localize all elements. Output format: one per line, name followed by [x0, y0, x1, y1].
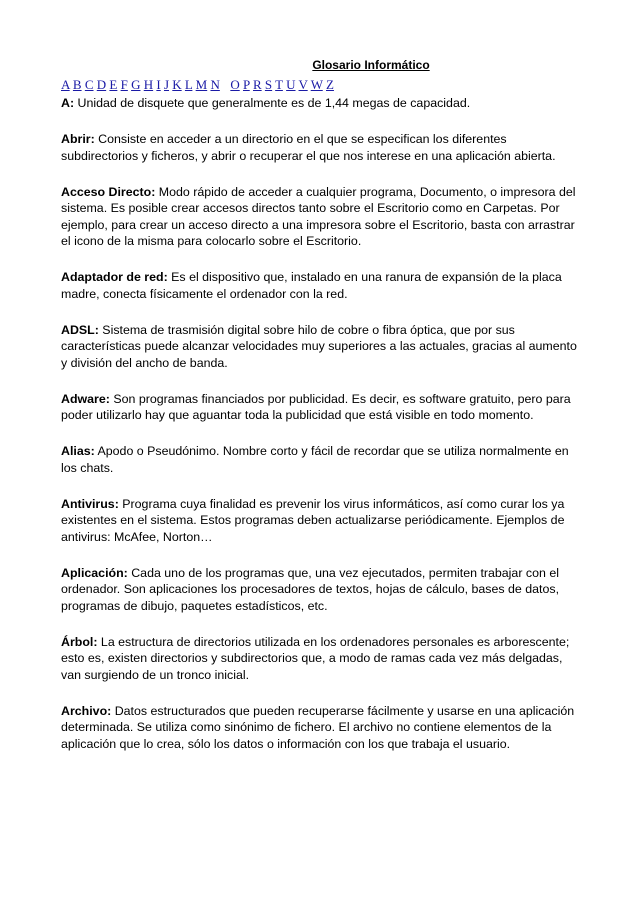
letter-link-l[interactable]: L — [184, 77, 193, 92]
entry-definition: Son programas financiados por publicidad. Es decir, es software gratuito, pero para poder utilizarlo hay que aguantar toda la publicidad que está visible en todo momento. — [61, 391, 571, 422]
glossary-entry — [61, 95, 581, 112]
glossary-entry — [61, 496, 581, 546]
entry-term: A: — [61, 96, 75, 110]
entry-definition: Datos estructurados que pueden recuperarse fácilmente y usarse en una aplicación determinada. Se utiliza como sinónimo de fichero. El archivo no contiene elementos de la aplicación que lo crea, sólo los datos o información con los que trabaja el usuario. — [61, 703, 575, 751]
letter-link-d[interactable]: D — [96, 77, 107, 92]
letter-link-a[interactable]: A — [61, 77, 70, 92]
glossary-entry — [61, 703, 581, 753]
entry-definition: Consiste en acceder a un directorio en el que se especifican los diferentes subdirectorios y ficheros, y abrir o recuperar el que nos interese en una aplicación abierta. — [61, 132, 556, 163]
letter-link-c[interactable]: C — [84, 77, 94, 92]
entry-term: Archivo: — [61, 703, 112, 718]
entry-term: Adaptador de red: — [61, 270, 168, 284]
alphabet-index — [61, 77, 581, 93]
entry-term: Aplicación: — [61, 565, 128, 580]
entry-term: Alias: — [61, 444, 95, 458]
letter-link-r[interactable]: R — [252, 77, 262, 92]
page-title: Glosario Informático — [312, 58, 430, 72]
letter-link-u[interactable]: U — [286, 77, 296, 92]
entry-term: Antivirus: — [61, 496, 119, 511]
letter-link-m[interactable]: M — [195, 77, 208, 92]
letter-link-o[interactable]: O — [230, 77, 240, 92]
entry-definition: La estructura de directorios utilizada en los ordenadores personales es arborescente; esto es, existen directorios y subdirectorios que, a modo de ramas cada vez más delgadas, van surgiendo de un tronco inicial. — [61, 634, 570, 682]
entry-term: Abrir: — [61, 132, 95, 146]
document-page — [61, 58, 581, 772]
entry-definition: Cada uno de los programas que, una vez ejecutados, permiten trabajar con el ordenador. Son aplicaciones los procesadores de textos, hojas de cálculo, bases de datos, programas de dibujo, paquetes estadísticos, etc. — [61, 565, 560, 613]
entry-term: Acceso Directo: — [61, 184, 156, 199]
letter-link-e[interactable]: E — [109, 77, 118, 92]
letter-link-j[interactable]: J — [163, 77, 170, 92]
letter-link-f[interactable]: F — [120, 77, 128, 92]
glossary-entry — [61, 322, 581, 372]
glossary-entry — [61, 269, 581, 302]
glossary-entry — [61, 565, 581, 615]
letter-link-h[interactable]: H — [143, 77, 154, 92]
letter-link-k[interactable]: K — [172, 77, 182, 92]
entry-definition: Programa cuya finalidad es prevenir los virus informáticos, así como curar los ya existentes en el sistema. Estos programas deben actualizarse periódicamente. Ejemplos de antivirus: McAfee, Norton… — [61, 496, 565, 544]
letter-link-w[interactable]: W — [310, 77, 323, 92]
letter-link-i[interactable]: I — [156, 77, 161, 92]
glossary-entry — [61, 131, 581, 164]
letter-link-z[interactable]: Z — [326, 77, 334, 92]
entry-definition: Apodo o Pseudónimo. Nombre corto y fácil de recordar que se utiliza normalmente en los chats. — [61, 444, 569, 475]
letter-link-t[interactable]: T — [275, 77, 283, 92]
letter-link-n[interactable]: N — [210, 77, 220, 92]
glossary-entry — [61, 634, 581, 684]
letter-link-b[interactable]: B — [72, 77, 82, 92]
letter-link-g[interactable]: G — [131, 77, 141, 92]
entry-definition: Es el dispositivo que, instalado en una ranura de expansión de la placa madre, conecta físicamente el ordenador con la red. — [61, 270, 562, 301]
glossary-entry — [61, 184, 581, 250]
entry-term: ADSL: — [61, 322, 99, 337]
glossary-entry — [61, 391, 581, 424]
entry-definition: Sistema de trasmisión digital sobre hilo de cobre o fibra óptica, que por sus características puede alcanzar velocidades muy superiores a las actuales, gracias al aumento y división del ancho de banda. — [61, 322, 577, 370]
entry-term: Árbol: — [61, 634, 98, 649]
entry-definition: Modo rápido de acceder a cualquier programa, Documento, o impresora del sistema. Es posible crear accesos directos tanto sobre el Escritorio como en Carpetas. Por ejemplo, para crear un acceso directo a una impresora sobre el Escritorio, basta con arrastrar el icono de la misma para colocarlo sobre el Escritorio. — [61, 184, 576, 248]
entry-definition: Unidad de disquete que generalmente es de 1,44 megas de capacidad. — [74, 96, 471, 110]
letter-link-s[interactable]: S — [264, 77, 273, 92]
glossary-entry — [61, 443, 581, 476]
entry-term: Adware: — [61, 391, 110, 406]
letter-link-p[interactable]: P — [242, 77, 250, 92]
letter-link-v[interactable]: V — [298, 77, 308, 92]
